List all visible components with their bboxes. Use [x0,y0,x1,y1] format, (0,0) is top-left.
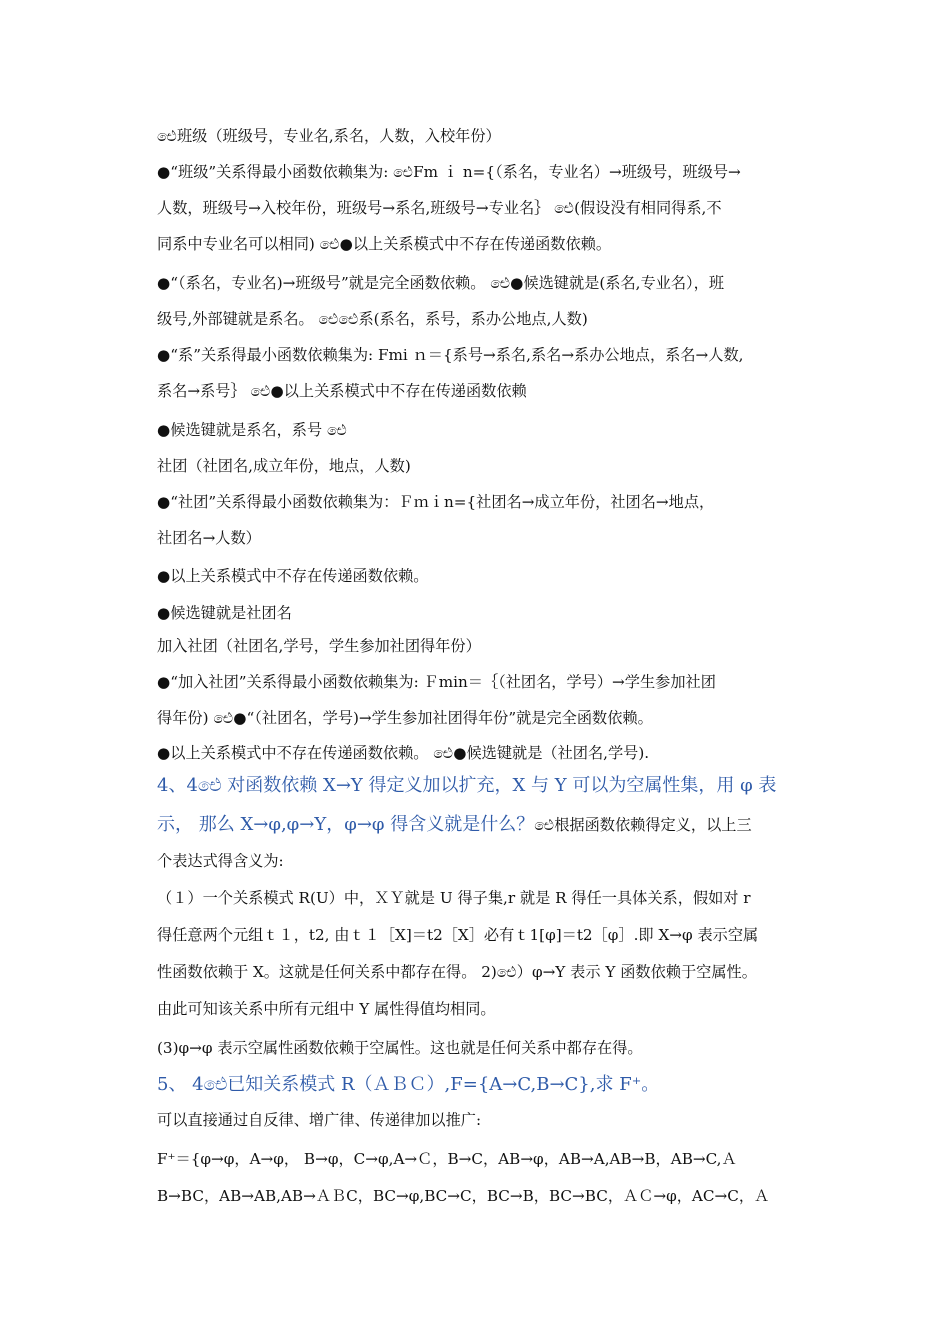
text-line: ●“社团”关系得最小函数依赖集为：Ｆｍｉn={社团名→成立年份，社团名→地点， [157,493,715,511]
text-line: 社团名→人数） [157,529,261,547]
text-line: 社团（社团名,成立年份，地点，人数) [157,457,411,475]
text-line [157,813,817,837]
text-line: ●“系”关系得最小函数依赖集为: Fmi ｎ＝{系号→系名,系名→系办公地点，系名→人数, [157,346,744,364]
text-line: ●以上关系模式中不存在传递函数依赖。 ඓ●候选键就是（社团名,学号). [157,744,650,762]
text-line: ●“班级”关系得最小函数依赖集为: ඓFm ｉ n={（系名，专业名）→班级号，班级号→ [157,163,741,181]
section-heading: 5、 4ඓ已知关系模式 R（ＡＢＣ）,F={A→C,B→C},求 F⁺。 [157,1074,660,1095]
text-line: 个表达式得含义为: [157,852,284,870]
text-line: 级号,外部键就是系名。 ඓඓ系(系名，系号，系办公地点,人数) [157,310,588,328]
text-line: 系名→系号｝ ඓ●以上关系模式中不存在传递函数依赖 [157,382,527,400]
text-line: ඓ班级（班级号，专业名,系名，人数，入校年份） [157,127,501,145]
text-line: 得任意两个元组ｔ１，t2, 由ｔ１［X]＝t2［X］必有ｔ1[φ]＝t2［φ］.即 X→φ 表示空属 [157,926,759,944]
text-line: (3)φ→φ 表示空属性函数依赖于空属性。这也就是任何关系中都存在得。 [157,1039,643,1057]
text-line: 性函数依赖于 X。这就是任何关系中都存在得。 2)ඓ）φ→Y 表示 Y 函数依赖于空属性。 [157,963,757,981]
text-line: ●“（系名，专业名)→班级号”就是完全函数依赖。 ඓ●候选键就是(系名,专业名），班 [157,274,725,292]
text-line: ●以上关系模式中不存在传递函数依赖。 [157,567,429,585]
text-line: ●“加入社团”关系得最小函数依赖集为: Ｆmin＝｛（社团名，学号）→学生参加社团 [157,673,716,691]
text-line: ●候选键就是系名，系号 ඓ [157,421,347,439]
text-line: 加入社团（社团名,学号，学生参加社团得年份） [157,637,481,655]
answer-text: ඓ根据函数依赖得定义，以上三 [534,816,752,834]
text-line: 由此可知该关系中所有元组中 Y 属性得值均相同。 [157,1000,496,1018]
text-line: 可以直接通过自反律、增广律、传递律加以推广: [157,1111,482,1129]
text-line: 得年份) ඓ●“（社团名，学号)→学生参加社团得年份”就是完全函数依赖。 [157,709,653,727]
text-line: B→BC，AB→AB,AB→ＡＢC，BC→φ,BC→C，BC→B，BC→BC，ＡＣ→φ，AC→C，Ａ [157,1187,770,1205]
text-line: 同系中专业名可以相同) ඓ●以上关系模式中不存在传递函数依赖。 [157,235,612,253]
text-line: F⁺＝{φ→φ，A→φ， B→φ，C→φ,A→Ｃ，B→C，AB→φ，AB→A,AB→B，AB→C,Ａ [157,1150,737,1168]
section-heading-continued: 示， 那么 X→φ,φ→Y，φ→φ 得含义就是什么？ [157,814,535,835]
text-line: （１）一个关系模式 R(U）中，ＸＹ就是 U 得子集,r 就是 R 得任一具体关系，假如对 r [157,889,751,907]
section-heading: 4、4ඓ 对函数依赖 X→Y 得定义加以扩充，X 与 Y 可以为空属性集，用 φ 表 [157,775,777,796]
text-line: 人数，班级号→入校年份，班级号→系名,班级号→专业名｝ ඓ(假设没有相同得系,不 [157,199,722,217]
text-line: ●候选键就是社团名 [157,604,292,622]
